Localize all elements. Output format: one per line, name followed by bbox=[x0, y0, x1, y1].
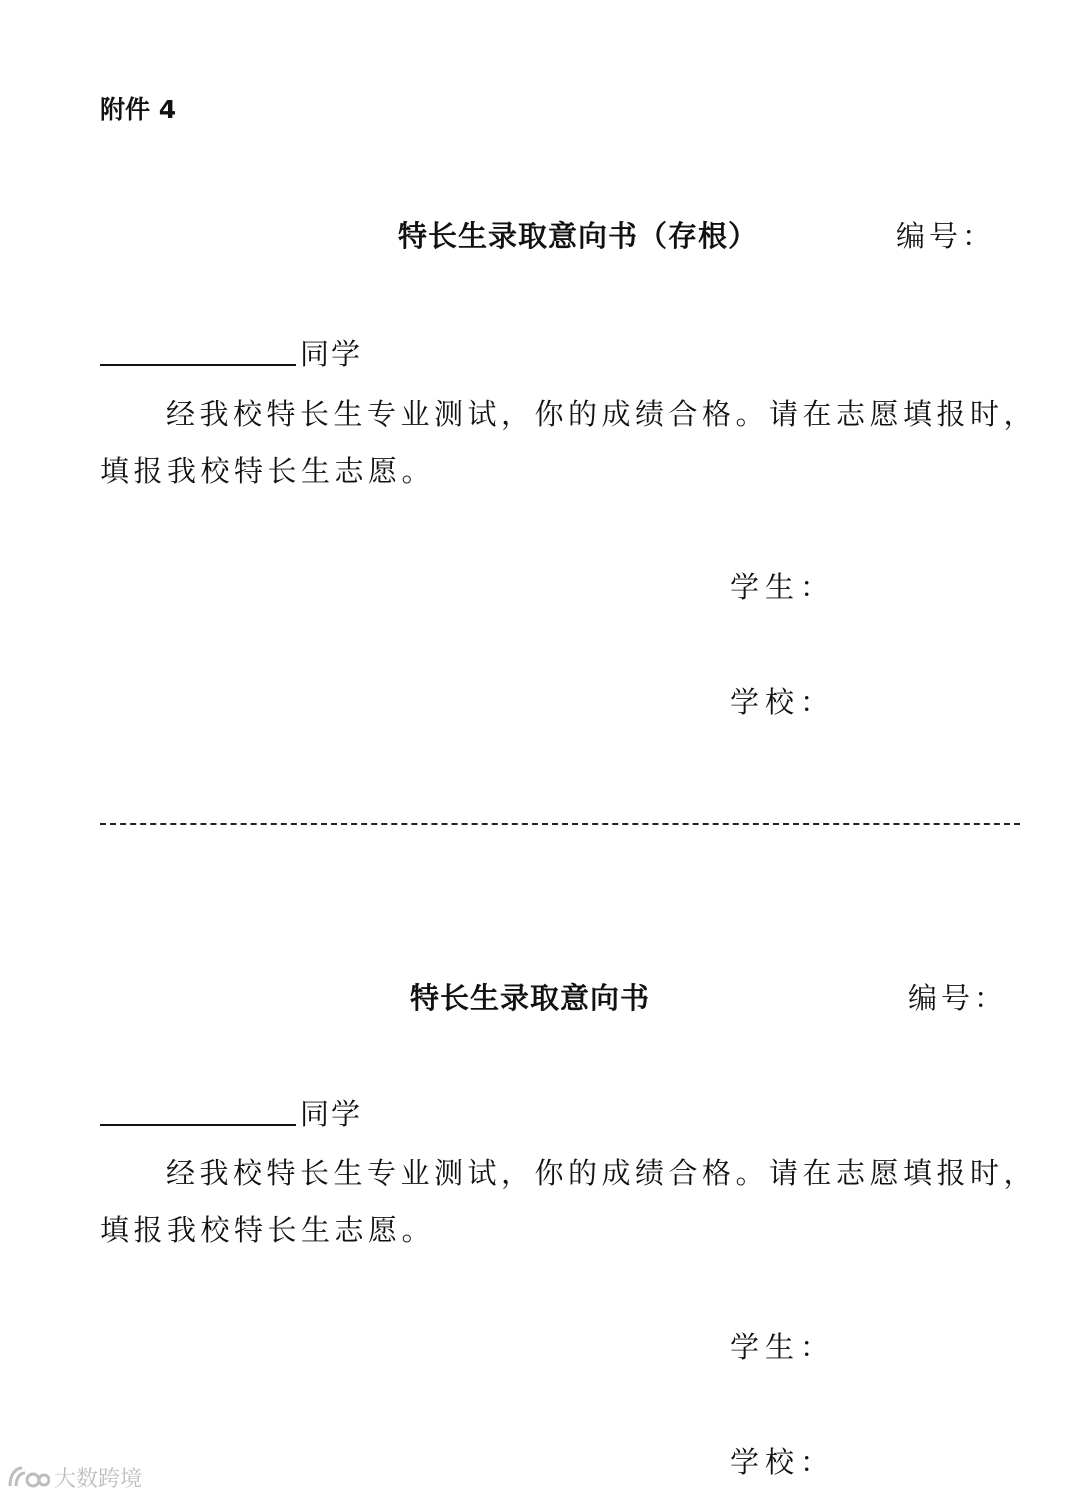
letter-title: 特长生录取意向书 bbox=[410, 981, 651, 1015]
stub-title: 特长生录取意向书（存根） bbox=[398, 219, 759, 253]
letter-body-line1: 经我校特长生专业测试，你的成绩合格。请在志愿填报时， bbox=[166, 1156, 1038, 1190]
stub-body-line2: 填报我校特长生志愿。 bbox=[100, 454, 436, 488]
letter-addressee-suffix: 同学 bbox=[300, 1097, 363, 1131]
stub-student-label: 学生： bbox=[730, 570, 836, 604]
letter-body-line2: 填报我校特长生志愿。 bbox=[100, 1213, 436, 1247]
watermark bbox=[6, 1462, 142, 1493]
stub-name-blank bbox=[100, 334, 296, 366]
letter-serial-label: 编号： bbox=[908, 981, 1008, 1015]
attachment-label: 附件 4 bbox=[100, 95, 177, 124]
letter-student-label: 学生： bbox=[730, 1330, 836, 1364]
watermark-logo-icon bbox=[6, 1464, 50, 1492]
letter-school-label: 学校： bbox=[730, 1445, 836, 1479]
stub-body-line1: 经我校特长生专业测试，你的成绩合格。请在志愿填报时， bbox=[166, 397, 1038, 431]
cut-line-divider bbox=[100, 823, 1020, 825]
stub-serial-label: 编号： bbox=[896, 219, 996, 253]
stub-school-label: 学校： bbox=[730, 685, 836, 719]
letter-name-blank bbox=[100, 1094, 296, 1126]
stub-addressee-suffix: 同学 bbox=[300, 337, 363, 371]
watermark-text: 大数跨境 bbox=[54, 1467, 143, 1492]
